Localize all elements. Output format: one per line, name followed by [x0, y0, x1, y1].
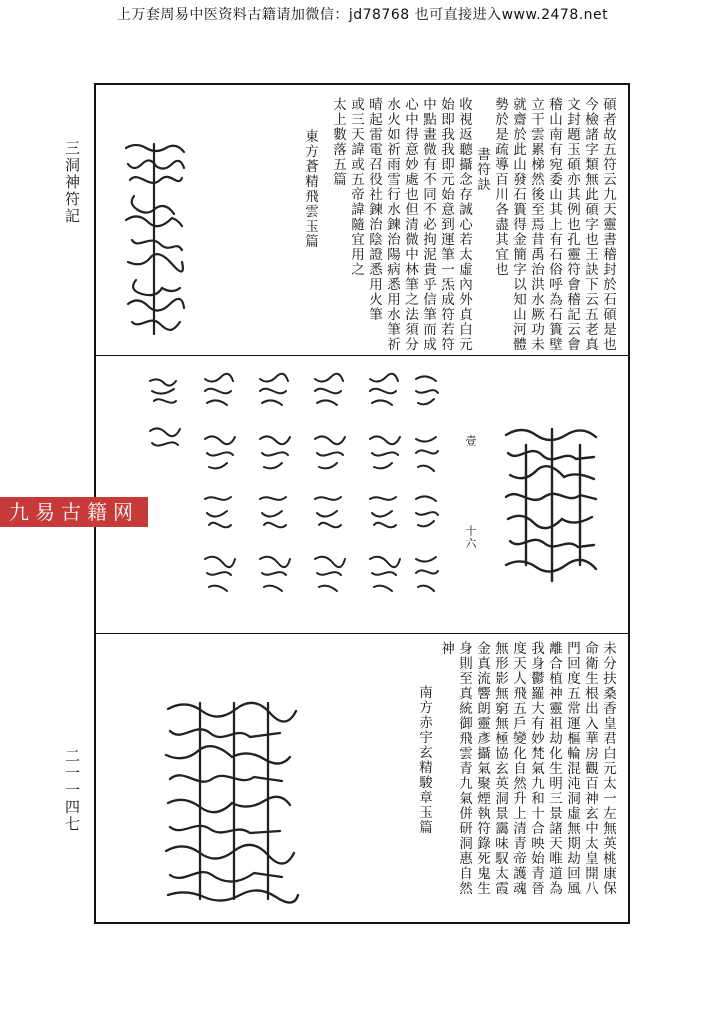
talisman-caption: 東方蒼精飛雲玉篇: [302, 129, 318, 249]
text-column: 立干雲累梯然後至焉昔禹治洪水厥功未: [528, 97, 544, 352]
text-column: 稽山南有宛委山其上有石俗呼為石簣壁: [546, 97, 562, 352]
text-column: 我身鬱羅大有妙梵氣九和十合映始青晉: [528, 641, 544, 896]
page-frame: [94, 83, 630, 924]
watermark-logo[interactable]: 九易古籍网: [0, 497, 148, 527]
text-column-tail: 神: [438, 641, 454, 656]
text-column: 收視返聽攝念存誠心若太虛內外貞白元: [456, 97, 472, 352]
text-column: 或三天諱或五帝諱隨宜用之: [348, 97, 364, 277]
talisman-seal: [120, 140, 190, 340]
talisman-seal: [500, 425, 604, 585]
text-column: 門回度五常運樞輪混沌洞虛無期劫回風: [564, 641, 580, 896]
talisman-caption: 南方赤宇玄精駿章玉篇: [416, 685, 432, 835]
text-column: 度天人飛五戶變化自然升上清青帝護魂: [510, 641, 526, 896]
text-column: 今檢諸字類無此碩字也王訣下云五老真: [582, 97, 598, 352]
text-column: 心中得意妙處也但清微中林筆之法須分: [402, 97, 418, 352]
text-column: 太上數落五篇: [330, 97, 346, 187]
text-column: 金真流響朗靈彥攝氣聚煙執符錄死鬼生: [474, 641, 490, 896]
page-number: 二一一四七: [63, 748, 81, 833]
talisman-script-glyphs: [146, 367, 446, 627]
text-column: 勢於是疏導百川各盡其宜也: [492, 97, 508, 277]
text-column: 身則至真統御飛雲青九氣併研洞惠自然: [456, 641, 472, 896]
banner-text: 上万套周易中医资料古籍请加微信：jd78768 也可直接进入www.2478.net: [116, 7, 609, 23]
text-column: 文封題玉碩亦其例也孔靈符會稽記云會: [564, 97, 580, 352]
section-heading: 書符訣: [474, 147, 490, 192]
text-column: 無形影無窮無極協玄英洞景靄味馭太霞: [492, 641, 508, 896]
talisman-seal: [160, 697, 308, 905]
text-column: 離合植神靈祖劫化生明三景諸天唯道為: [546, 641, 562, 896]
text-column: 晴起雷電召役社鍊治陰證悉用火筆: [366, 97, 382, 322]
panel-divider: [96, 355, 628, 356]
text-column: 碩者故五符云九天靈書稽封於石碩是也: [600, 97, 616, 352]
text-column: 未分扶桑香皇君白元太一左無英桃康保: [600, 641, 616, 896]
text-column: 中點畫微有不同不必拘泥貴乎信筆而成: [420, 97, 436, 352]
talisman-number-label: 十六: [464, 525, 477, 550]
text-column: 始即我我即元始意到運筆一炁成符若符: [438, 97, 454, 352]
side-title: 三洞神符記: [63, 140, 81, 225]
text-column: 就齋於此山發石簣得金簡字以知山河體: [510, 97, 526, 352]
text-column: 水火如祈雨雪行水鍊治陽病悉用水筆祈: [384, 97, 400, 352]
panel-divider: [96, 633, 628, 634]
text-column: 命衛生根出入華房觀百神玄中太皇開八: [582, 641, 598, 896]
talisman-number-label: 壹: [464, 435, 477, 448]
